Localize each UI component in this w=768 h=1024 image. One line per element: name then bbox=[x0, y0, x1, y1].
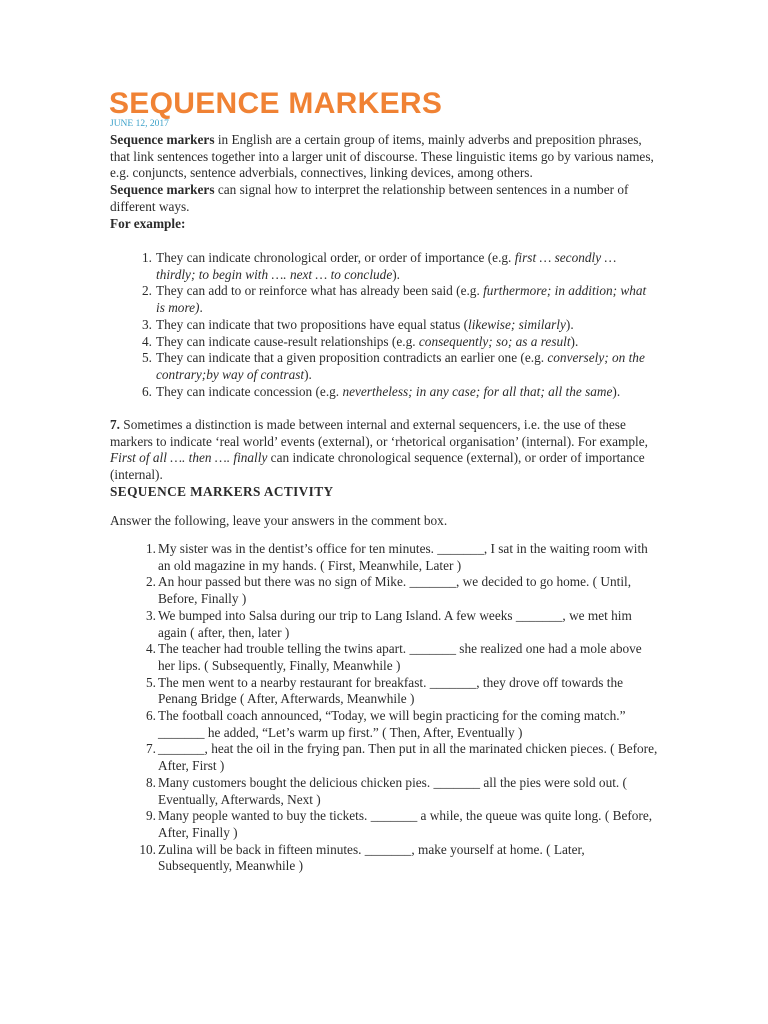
intro-paragraph-2 bbox=[110, 182, 658, 215]
list-item: 6. They can indicate concession (e.g. nevertheless; in any case; for all that; all the same). bbox=[142, 383, 621, 399]
intro-term-2: Sequence markers bbox=[110, 182, 215, 198]
list-item: 3. We bumped into Salsa during our trip to Lang Island. A few weeks _______, we met him again ( after, then, later ) bbox=[146, 607, 632, 640]
list-item: 10. Zulina will be back in fifteen minutes. _______, make yourself at home. ( Later, Subsequently, Meanwhile ) bbox=[139, 841, 585, 874]
list-item: 5. The men went to a nearby restaurant for breakfast. _______, they drove off towards the Penang Bridge ( After, Afterwards, Meanwhile ) bbox=[146, 674, 623, 707]
intro-text-1: in English are a certain group of items, mainly adverbs and preposition phrases, that link sentences together into a larger unit of discourse. These linguistic items go by various names, e.g. conjuncts, sentence adverbials, connectives, linking devices, among others. bbox=[110, 132, 654, 181]
list-item: 2. They can add to or reinforce what has already been said (e.g. furthermore; in addition; what is more). bbox=[142, 283, 647, 316]
intro-section bbox=[110, 132, 658, 232]
activity-instruction: Answer the following, leave your answers in the comment box. bbox=[110, 513, 448, 528]
list-item: 8. Many customers bought the delicious chicken pies. _______ all the pies were sold out. ( Eventually, Afterwards, Next ) bbox=[146, 774, 627, 807]
list-item: 1. They can indicate chronological order, or order of importance (e.g. first … secondly … thirdly; to begin with …. next … to conclude). bbox=[142, 250, 617, 282]
list-item: 6. The football coach announced, “Today, we will begin practicing for the coming match.” _______ he added, “Let’s warm up first.” ( Then, After, Eventually ) bbox=[146, 708, 626, 740]
list-item: 1. My sister was in the dentist’s office for ten minutes. _______, I sat in the waiting room with an old magazine in my hands. ( First, Meanwhile, Later ) bbox=[146, 541, 648, 573]
intro-paragraph-1 bbox=[110, 132, 658, 182]
list-item: 4. The teacher had trouble telling the twins apart. _______ she realized one had a mole above her lips. ( Subsequently, Finally, Meanwhile ) bbox=[146, 641, 642, 673]
intro-term-1: Sequence markers bbox=[110, 132, 215, 147]
intro-text-2: can signal how to interpret the relationship between sentences in a number of different ways. bbox=[110, 182, 629, 214]
point-seven-paragraph: 7. Sometimes a distinction is made between internal and external sequencers, i.e. the use of these markers to indicate ‘real world’ events (external), or ‘rhetorical organisation’ (internal). For example, First of all …. then …. finally can indicate chronological sequence (external), or order of importance (internal). bbox=[110, 417, 648, 483]
page-title: SEQUENCE MARKERS bbox=[109, 87, 443, 120]
list-item: 3. They can indicate that two propositions have equal status (likewise; similarly). bbox=[142, 316, 574, 332]
examples-list bbox=[110, 250, 658, 400]
list-item: 2. An hour passed but there was no sign of Mike. _______, we decided to go home. ( Until, Before, Finally ) bbox=[146, 574, 632, 607]
activity-heading: SEQUENCE MARKERS ACTIVITY bbox=[110, 484, 334, 499]
list-item: 4. They can indicate cause-result relationships (e.g. consequently; so; as a result). bbox=[142, 333, 579, 349]
for-example-label: For example: bbox=[110, 215, 186, 231]
list-item: 5. They can indicate that a given proposition contradicts an earlier one (e.g. conversely; on the contrary;by way of contrast). bbox=[142, 350, 645, 382]
list-item: 7. _______, heat the oil in the frying pan. Then put in all the marinated chicken pieces. ( Before, After, First ) bbox=[146, 741, 658, 774]
activity-list bbox=[110, 541, 660, 875]
list-item: 9. Many people wanted to buy the tickets. _______ a while, the queue was quite long. ( Before, After, Finally ) bbox=[146, 808, 653, 840]
post-date: JUNE 12, 2017 bbox=[110, 119, 169, 129]
